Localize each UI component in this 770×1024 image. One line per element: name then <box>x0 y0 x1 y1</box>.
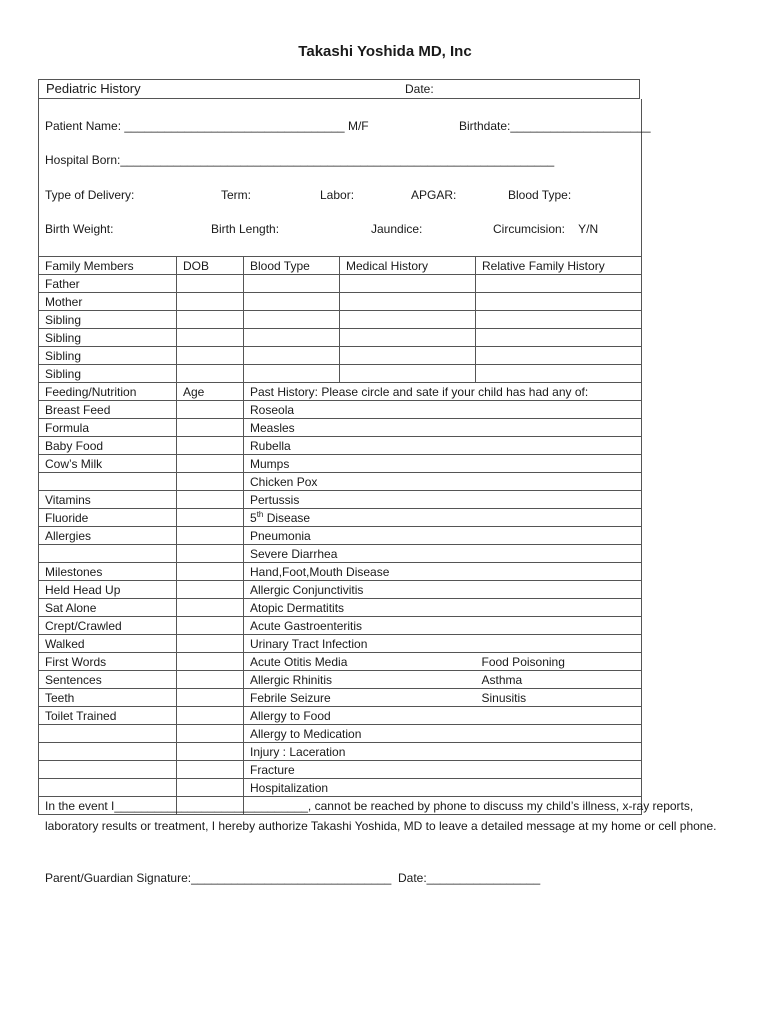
history-row <box>39 545 642 563</box>
family-member-label: Sibling <box>39 329 177 347</box>
family-header-row <box>39 257 642 275</box>
condition-item[interactable]: Allergy to Medication <box>244 725 642 743</box>
family-member-row <box>39 329 642 347</box>
condition-item[interactable]: Chicken Pox <box>244 473 642 491</box>
medical-history-cell[interactable] <box>340 347 476 365</box>
history-row <box>39 401 642 419</box>
medical-history-cell[interactable] <box>340 275 476 293</box>
history-row <box>39 581 642 599</box>
labor-field[interactable]: Labor: <box>320 188 355 202</box>
condition-item[interactable]: Rubella <box>244 437 642 455</box>
relative-history-cell[interactable] <box>476 293 642 311</box>
history-row <box>39 437 642 455</box>
age-cell[interactable] <box>177 401 244 419</box>
birthdate-field[interactable]: Birthdate:_____________________ <box>459 119 651 133</box>
condition-item[interactable]: 5th Disease <box>244 509 642 527</box>
relative-history-cell[interactable] <box>476 365 642 383</box>
age-cell[interactable] <box>177 473 244 491</box>
delivery-type-field[interactable]: Type of Delivery: <box>45 188 135 202</box>
circumcision-field[interactable]: Circumcision: Y/N <box>493 222 599 236</box>
age-cell[interactable] <box>177 419 244 437</box>
medical-history-cell[interactable] <box>340 311 476 329</box>
term-field[interactable]: Term: <box>221 188 251 202</box>
history-left-label <box>39 473 177 491</box>
condition-item-extra[interactable]: Sinusitis <box>476 689 642 707</box>
history-row <box>39 671 642 689</box>
relative-history-cell[interactable] <box>476 275 642 293</box>
history-left-label: Vitamins <box>39 491 177 509</box>
family-member-label: Mother <box>39 293 177 311</box>
family-member-label: Father <box>39 275 177 293</box>
patient-name-field[interactable]: Patient Name: _________________________________ M/F <box>45 119 369 133</box>
history-left-label: Held Head Up <box>39 581 177 599</box>
relative-history-cell[interactable] <box>476 311 642 329</box>
family-member-label: Sibling <box>39 365 177 383</box>
history-row <box>39 761 642 779</box>
birth-length-field[interactable]: Birth Length: <box>211 222 280 236</box>
condition-item-extra[interactable]: Food Poisoning <box>476 653 642 671</box>
history-left-label <box>39 545 177 563</box>
dob-cell[interactable] <box>177 329 244 347</box>
history-left-label: Cow’s Milk <box>39 455 177 473</box>
history-row <box>39 707 642 725</box>
blood-type-field[interactable]: Blood Type: <box>508 188 572 202</box>
age-cell[interactable] <box>177 689 244 707</box>
dob-cell[interactable] <box>177 293 244 311</box>
relative-history-cell[interactable] <box>476 347 642 365</box>
age-cell[interactable] <box>177 635 244 653</box>
section-header <box>38 79 640 99</box>
medical-history-cell[interactable] <box>340 293 476 311</box>
history-left-label <box>39 779 177 797</box>
patient-info-block <box>38 99 651 256</box>
dob-cell[interactable] <box>177 311 244 329</box>
blood-type-cell[interactable] <box>244 365 340 383</box>
age-header: Age <box>177 383 244 401</box>
family-member-row <box>39 365 642 383</box>
age-cell[interactable] <box>177 725 244 743</box>
history-left-label: Teeth <box>39 689 177 707</box>
condition-item[interactable]: Acute Otitis Media <box>244 653 476 671</box>
condition-item[interactable]: Atopic Dermatitits <box>244 599 642 617</box>
relative-history-cell[interactable] <box>476 329 642 347</box>
history-left-label <box>39 743 177 761</box>
condition-item[interactable]: Fracture <box>244 761 642 779</box>
condition-item-extra[interactable]: Asthma <box>476 671 642 689</box>
history-left-label: Walked <box>39 635 177 653</box>
condition-item[interactable]: Pneumonia <box>244 527 642 545</box>
hospital-born-field[interactable]: Hospital Born:_________________________________________________________________ <box>45 153 555 167</box>
history-row <box>39 455 642 473</box>
blood-type-cell[interactable] <box>244 329 340 347</box>
family-member-row <box>39 311 642 329</box>
history-row <box>39 725 642 743</box>
age-cell[interactable] <box>177 743 244 761</box>
history-header-row <box>39 383 642 401</box>
history-left-label: Milestones <box>39 563 177 581</box>
section-label: Pediatric History <box>46 81 141 96</box>
signature-date-field[interactable]: Date:_________________ <box>397 871 541 885</box>
age-cell[interactable] <box>177 707 244 725</box>
family-member-row <box>39 347 642 365</box>
history-row <box>39 599 642 617</box>
history-left-label: First Words <box>39 653 177 671</box>
past-history-section <box>39 383 642 815</box>
blood-type-cell[interactable] <box>244 311 340 329</box>
condition-item[interactable]: Febrile Seizure <box>244 689 476 707</box>
condition-item[interactable]: Acute Gastroenteritis <box>244 617 642 635</box>
apgar-field[interactable]: APGAR: <box>411 188 457 202</box>
history-row <box>39 563 642 581</box>
condition-item[interactable]: Measles <box>244 419 642 437</box>
relative-family-history-header: Relative Family History <box>476 257 642 275</box>
condition-item[interactable]: Allergic Rhinitis <box>244 671 476 689</box>
family-members-header: Family Members <box>39 257 177 275</box>
history-row <box>39 779 642 797</box>
history-row <box>39 419 642 437</box>
medical-history-cell[interactable] <box>340 329 476 347</box>
dob-cell[interactable] <box>177 275 244 293</box>
header-date-field[interactable]: Date: <box>405 82 434 96</box>
age-cell[interactable] <box>177 545 244 563</box>
history-left-label: Baby Food <box>39 437 177 455</box>
history-row <box>39 653 642 671</box>
blood-type-cell[interactable] <box>244 275 340 293</box>
family-member-row <box>39 293 642 311</box>
age-cell[interactable] <box>177 455 244 473</box>
condition-item[interactable]: Hand,Foot,Mouth Disease <box>244 563 642 581</box>
history-row <box>39 509 642 527</box>
condition-item[interactable]: Hospitalization <box>244 779 642 797</box>
history-left-label: Sat Alone <box>39 599 177 617</box>
family-member-label: Sibling <box>39 347 177 365</box>
family-member-row <box>39 275 642 293</box>
age-cell[interactable] <box>177 671 244 689</box>
age-cell[interactable] <box>177 653 244 671</box>
history-left-label <box>39 761 177 779</box>
history-row <box>39 527 642 545</box>
page-title: Takashi Yoshida MD, Inc <box>298 43 472 60</box>
family-member-label: Sibling <box>39 311 177 329</box>
signature-field[interactable]: Parent/Guardian Signature:______________________________ <box>45 871 392 885</box>
condition-item[interactable]: Injury : Laceration <box>244 743 642 761</box>
history-left-label: Toilet Trained <box>39 707 177 725</box>
age-cell[interactable] <box>177 581 244 599</box>
history-left-label: Sentences <box>39 671 177 689</box>
history-left-label: Breast Feed <box>39 401 177 419</box>
history-left-label: Allergies <box>39 527 177 545</box>
history-left-label <box>39 725 177 743</box>
dob-cell[interactable] <box>177 365 244 383</box>
blood-type-cell[interactable] <box>244 293 340 311</box>
family-section <box>39 257 642 383</box>
history-row <box>39 473 642 491</box>
history-row <box>39 689 642 707</box>
age-cell[interactable] <box>177 761 244 779</box>
birth-weight-field[interactable]: Birth Weight: <box>45 222 114 236</box>
condition-item[interactable]: Mumps <box>244 455 642 473</box>
jaundice-field[interactable]: Jaundice: <box>371 222 423 236</box>
age-cell[interactable] <box>177 779 244 797</box>
history-row <box>39 491 642 509</box>
history-row <box>39 743 642 761</box>
condition-item[interactable]: Pertussis <box>244 491 642 509</box>
condition-item[interactable]: Urinary Tract Infection <box>244 635 642 653</box>
blood-type-cell[interactable] <box>244 347 340 365</box>
condition-item[interactable]: Allergy to Food <box>244 707 642 725</box>
age-cell[interactable] <box>177 563 244 581</box>
condition-item[interactable]: Roseola <box>244 401 642 419</box>
condition-item[interactable]: Allergic Conjunctivitis <box>244 581 642 599</box>
age-cell[interactable] <box>177 617 244 635</box>
dob-header: DOB <box>177 257 244 275</box>
history-left-label: Crept/Crawled <box>39 617 177 635</box>
feeding-nutrition-header: Feeding/Nutrition <box>39 383 177 401</box>
history-table <box>38 256 642 815</box>
age-cell[interactable] <box>177 599 244 617</box>
history-row <box>39 635 642 653</box>
age-cell[interactable] <box>177 491 244 509</box>
age-cell[interactable] <box>177 527 244 545</box>
history-left-label: Fluoride <box>39 509 177 527</box>
authorization-text: In the event I_____________________________, cannot be reached by phone to discuss my child’s illness, x-ray reports, laboratory results or treatment, I hereby authorize Takashi Yoshida, MD to leave a detailed message at my home or cell phone. <box>45 799 717 833</box>
past-history-header: Past History: Please circle and sate if your child has had any of: <box>244 383 642 401</box>
medical-history-cell[interactable] <box>340 365 476 383</box>
condition-item[interactable]: Severe Diarrhea <box>244 545 642 563</box>
age-cell[interactable] <box>177 509 244 527</box>
history-left-label: Formula <box>39 419 177 437</box>
signature-line <box>45 871 540 885</box>
age-cell[interactable] <box>177 437 244 455</box>
blood-type-header: Blood Type <box>244 257 340 275</box>
medical-history-header: Medical History <box>340 257 476 275</box>
dob-cell[interactable] <box>177 347 244 365</box>
history-row <box>39 617 642 635</box>
